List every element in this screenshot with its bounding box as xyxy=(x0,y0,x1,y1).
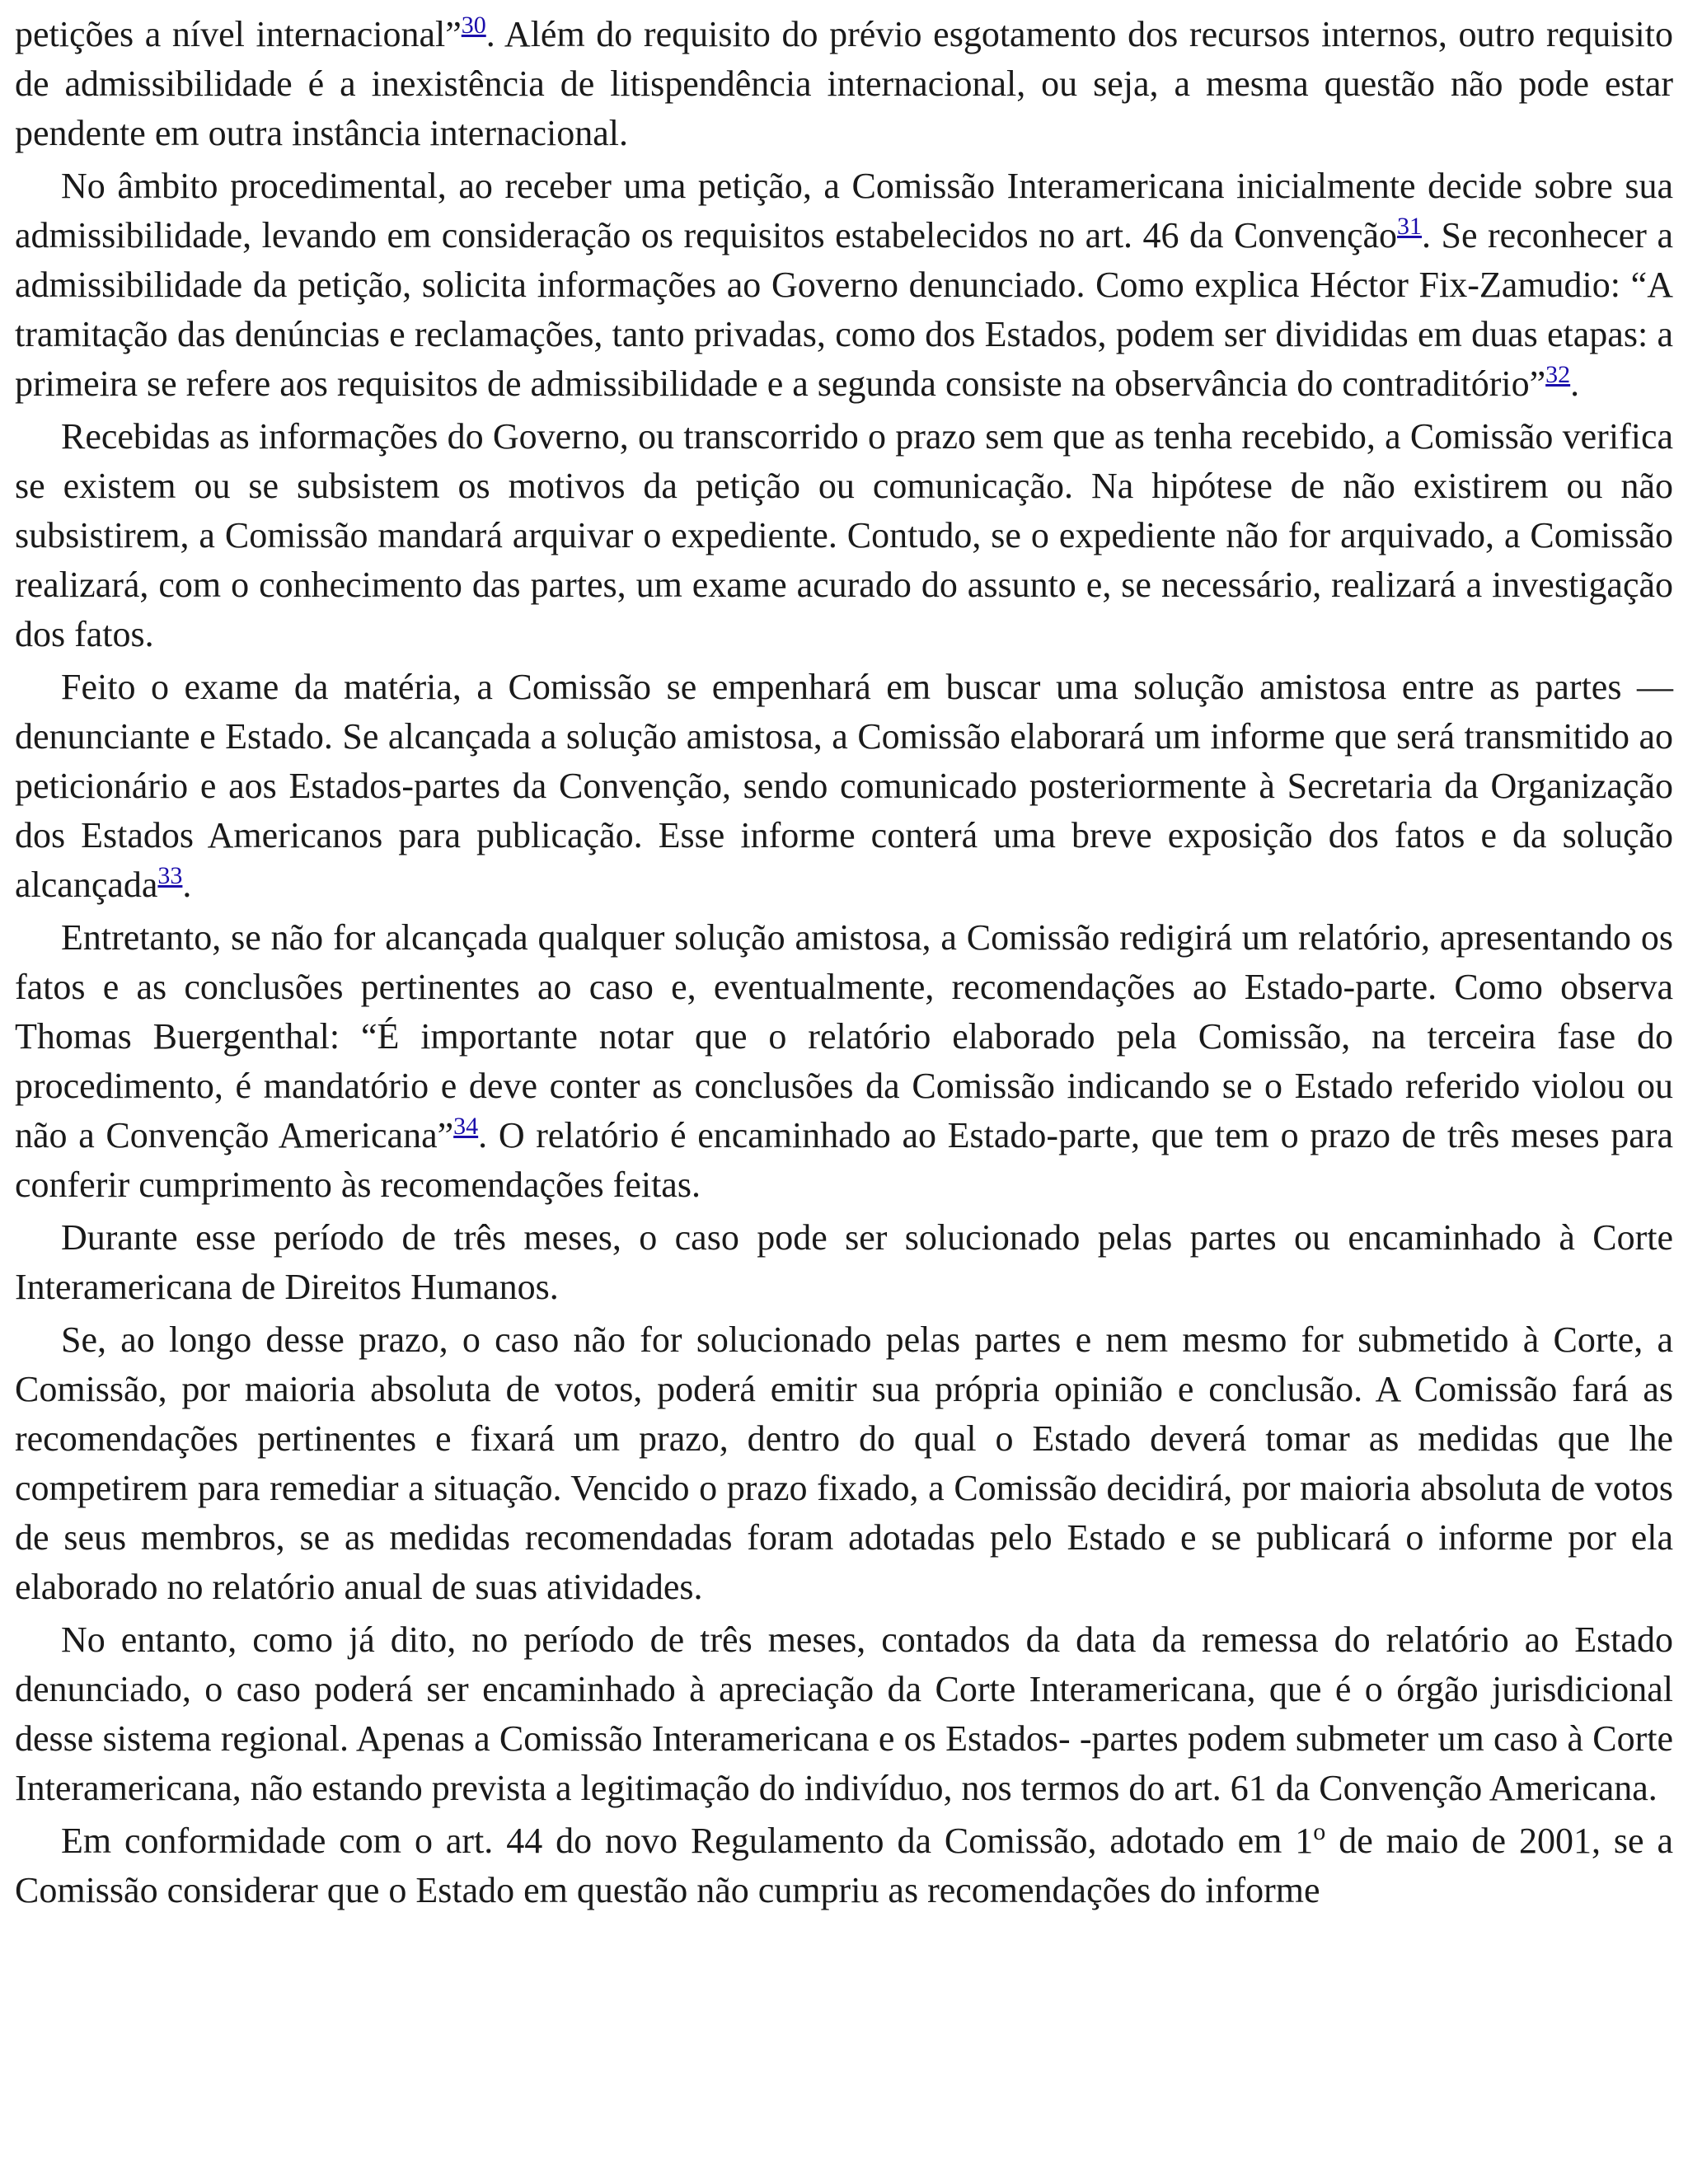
paragraph-text: Feito o exame da matéria, a Comissão se empenhará em buscar uma solução amistosa entre as partes — denunciante e Estado. Se alcançada a solução amistosa, a Comissão elaborará um informe que será transmitido ao peticionário e aos Estados-partes da Convenção, sendo comunicado posteriormente à Secretaria da Organização dos Estados Americanos para publicação. Esse informe conterá uma breve exposição dos fatos e da solução alcançada xyxy=(15,667,1673,905)
paragraph xyxy=(15,1213,1673,1312)
paragraph xyxy=(15,913,1673,1210)
paragraph xyxy=(15,663,1673,910)
footnote-link[interactable]: 32 xyxy=(1545,361,1571,388)
paragraph-text: . Além do requisito do prévio esgotamento dos recursos internos, outro requisito de admissibilidade é a inexistência de litispendência internacional, ou seja, a mesma questão não pode estar pendente em outra instância internacional. xyxy=(15,14,1673,153)
paragraph-text: Entretanto, se não for alcançada qualquer solução amistosa, a Comissão redigirá um relatório, apresentando os fatos e as conclusões pertinentes ao caso e, eventualmente, recomendações ao Estado-parte. Como observa Thomas Buergenthal: “É importante notar que o relatório elaborado pela Comissão, na terceira fase do procedimento, é mandatório e deve conter as conclusões da Comissão indicando se o Estado referido violou ou não a Convenção Americana” xyxy=(15,917,1673,1155)
paragraph xyxy=(15,162,1673,409)
paragraph xyxy=(15,1315,1673,1612)
paragraph-text: No entanto, como já dito, no período de três meses, contados da data da remessa do relatório ao Estado denunciado, o caso poderá ser encaminhado à apreciação da Corte Interamericana, que é o órgão jurisdicional desse sistema regional. Apenas a Comissão Interamericana e os Estados- -partes podem submeter um caso à Corte Interamericana, não estando prevista a legitimação do indivíduo, nos termos do art. 61 da Convenção Americana. xyxy=(15,1619,1673,1808)
paragraph-text: Recebidas as informações do Governo, ou transcorrido o prazo sem que as tenha recebido, a Comissão verifica se existem ou se subsistem os motivos da petição ou comunicação. Na hipótese de não existirem ou não subsistirem, a Comissão mandará arquivar o expediente. Contudo, se o expediente não for arquivado, a Comissão realizará, com o conhecimento das partes, um exame acurado do assunto e, se necessário, realizará a investigação dos fatos. xyxy=(15,416,1673,654)
paragraph-text: . xyxy=(182,865,192,905)
paragraph-text: . O relatório é encaminhado ao Estado-parte, que tem o prazo de três meses para conferir cumprimento às recomendações feitas. xyxy=(15,1115,1673,1205)
paragraph xyxy=(15,1615,1673,1813)
paragraph xyxy=(15,412,1673,659)
paragraph-text: No âmbito procedimental, ao receber uma petição, a Comissão Interamericana inicialmente decide sobre sua admissibilidade, levando em consideração os requisitos estabelecidos no art. 46 da Convenção xyxy=(15,166,1673,255)
paragraph xyxy=(15,1816,1673,1915)
ordinal-indicator: o xyxy=(1313,1818,1326,1845)
footnote-link[interactable]: 34 xyxy=(453,1113,479,1140)
paragraph-text: de maio de 2001, se a Comissão considerar que o Estado em questão não cumpriu as recomendações do informe xyxy=(15,1821,1674,1910)
paragraph xyxy=(15,10,1673,158)
paragraph-text: . xyxy=(1570,363,1580,404)
footnote-link[interactable]: 33 xyxy=(157,862,183,889)
paragraph-text: Em conformidade com o art. 44 do novo Regulamento da Comissão, adotado em 1 xyxy=(61,1821,1314,1861)
paragraph-text: petições a nível internacional” xyxy=(15,14,462,54)
paragraph-text: Se, ao longo desse prazo, o caso não for solucionado pelas partes e nem mesmo for submetido à Corte, a Comissão, por maioria absoluta de votos, poderá emitir sua própria opinião e conclusão. A Comissão fará as recomendações pertinentes e fixará um prazo, dentro do qual o Estado deverá tomar as medidas que lhe competirem para remediar a situação. Vencido o prazo fixado, a Comissão decidirá, por maioria absoluta de votos de seus membros, se as medidas recomendadas foram adotadas pelo Estado e se publicará o informe por ela elaborado no relatório anual de suas atividades. xyxy=(15,1319,1673,1607)
footnote-link[interactable]: 30 xyxy=(461,12,486,39)
paragraph-text: Durante esse período de três meses, o caso pode ser solucionado pelas partes ou encaminhado à Corte Interamericana de Direitos Humanos. xyxy=(15,1217,1673,1307)
document-page xyxy=(15,10,1673,1919)
footnote-link[interactable]: 31 xyxy=(1397,213,1423,240)
paragraph-text: . Se reconhecer a admissibilidade da petição, solicita informações ao Governo denunciado. Como explica Héctor Fix-Zamudio: “A tramitação das denúncias e reclamações, tanto privadas, como dos Estados, podem ser divididas em duas etapas: a primeira se refere aos requisitos de admissibilidade e a segunda consiste na observância do contraditório” xyxy=(15,215,1673,404)
